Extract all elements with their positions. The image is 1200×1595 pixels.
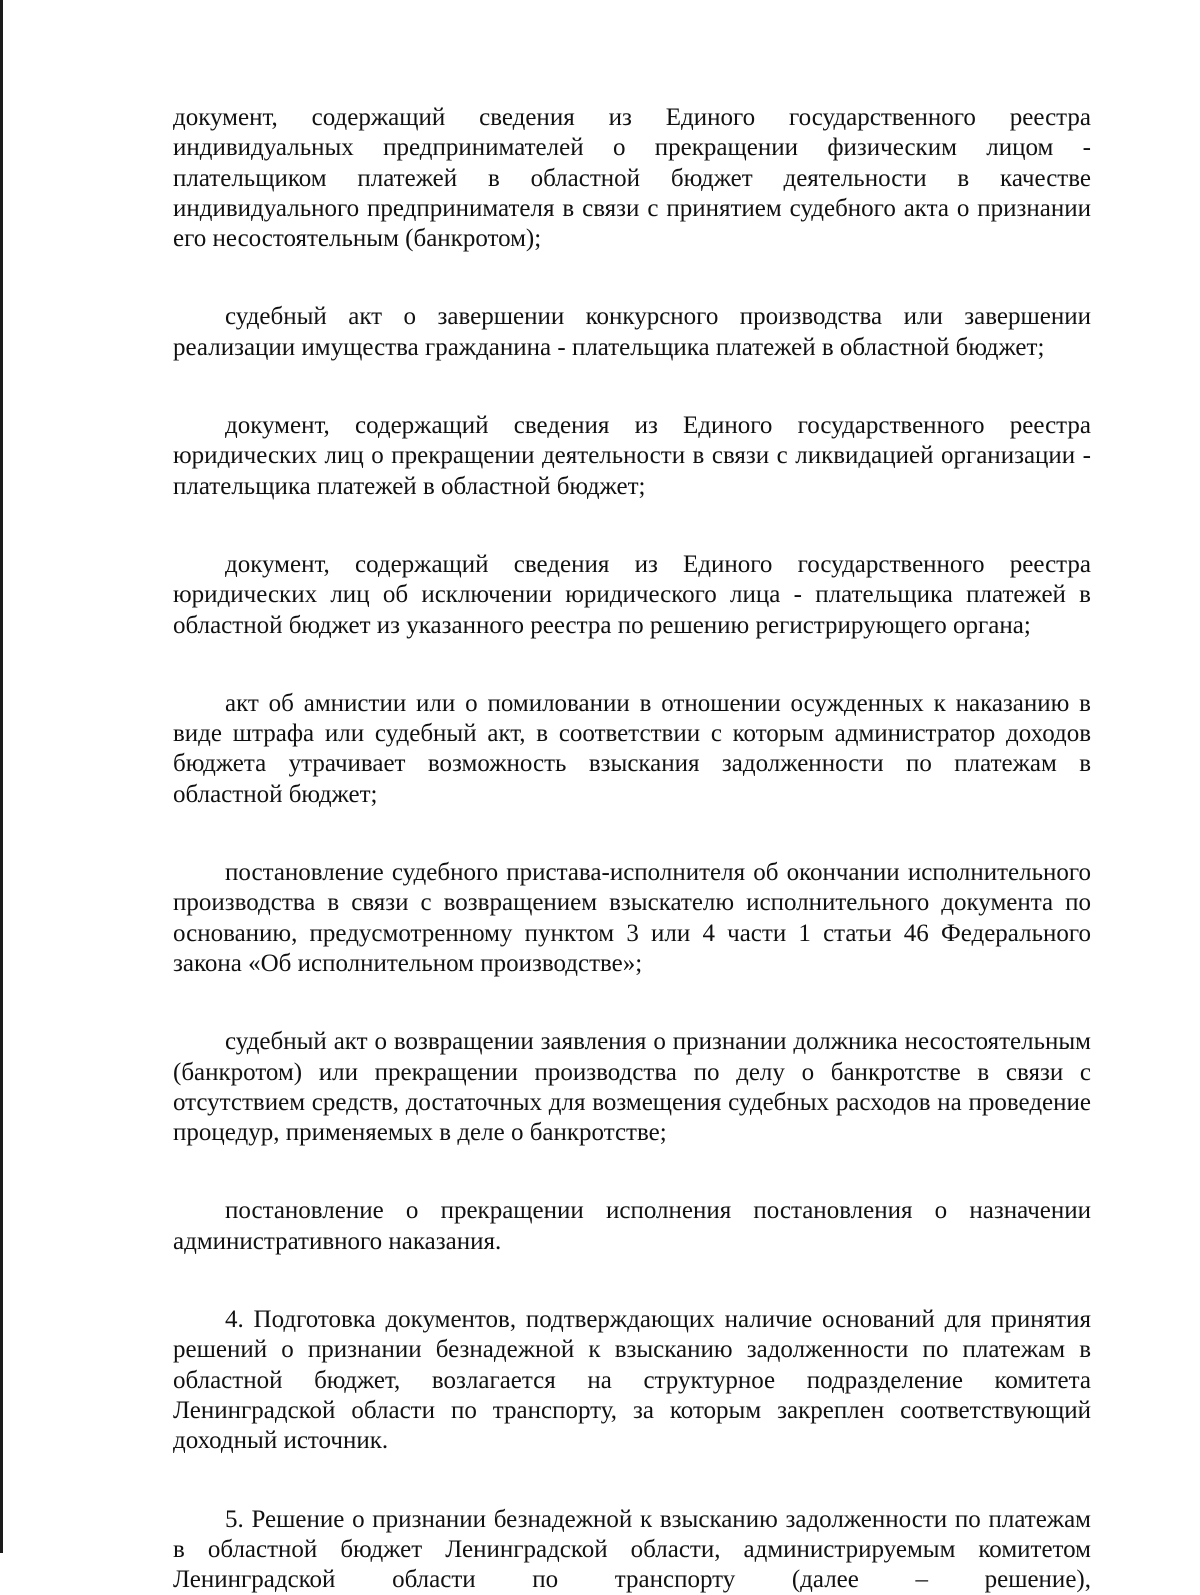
paragraph-bankruptcy-return: судебный акт о возвращении заявления о признании должника несостоятельным (банкротом) или прекращении производства по делу о банкротстве в связи с отсутствием средств, достаточных для возмещения судебных расходов на проведение процедур, применяемых в деле о банкротстве; xyxy=(173,1027,1091,1148)
paragraph-item-5: 5. Решение о признании безнадежной к взысканию задолженности по платежам в областной бюджет Ленинградской области, администрируемым комитетом Ленинградской области по транспорту (далее – решение), xyxy=(173,1505,1091,1595)
paragraph-bailiff-resolution: постановление судебного пристава-исполнителя об окончании исполнительного производства в связи с возвращением взыскателю исполнительного документа по основанию, предусмотренному пунктом 3 или 4 части 1 статьи 46 Федерального закона «Об исполнительном производстве»; xyxy=(173,858,1091,979)
scan-edge xyxy=(0,0,3,1553)
paragraph-bankruptcy-completion: судебный акт о завершении конкурсного производства или завершении реализации имущества гражданина - плательщика платежей в областной бюджет; xyxy=(173,302,1091,363)
paragraph-egrul-exclusion: документ, содержащий сведения из Единого государственного реестра юридических лиц об исключении юридического лица - плательщика платежей в областной бюджет из указанного реестра по решению регистрирующего органа; xyxy=(173,550,1091,641)
paragraph-item-4: 4. Подготовка документов, подтверждающих наличие оснований для принятия решений о признании безнадежной к взысканию задолженности по платежам в областной бюджет, возлагается на структурное подразделение комитета Ленинградской области по транспорту, за которым закреплен соответствующий доходный источник. xyxy=(173,1305,1091,1456)
paragraph-egrip-termination: документ, содержащий сведения из Единого государственного реестра индивидуальных предпринимателей о прекращении физическим лицом - плательщиком платежей в областной бюджет деятельности в качестве индивидуального предпринимателя в связи с принятием судебного акта о признании его несостоятельным (банкротом); xyxy=(173,103,1091,254)
paragraph-amnesty: акт об амнистии или о помиловании в отношении осужденных к наказанию в виде штрафа или судебный акт, в соответствии с которым администратор доходов бюджета утрачивает возможность взыскания задолженности по платежам в областной бюджет; xyxy=(173,689,1091,810)
document-body xyxy=(173,103,1091,1595)
paragraph-egrul-liquidation: документ, содержащий сведения из Единого государственного реестра юридических лиц о прекращении деятельности в связи с ликвидацией организации - плательщика платежей в областной бюджет; xyxy=(173,411,1091,502)
paragraph-punishment-termination: постановление о прекращении исполнения постановления о назначении административного наказания. xyxy=(173,1196,1091,1257)
